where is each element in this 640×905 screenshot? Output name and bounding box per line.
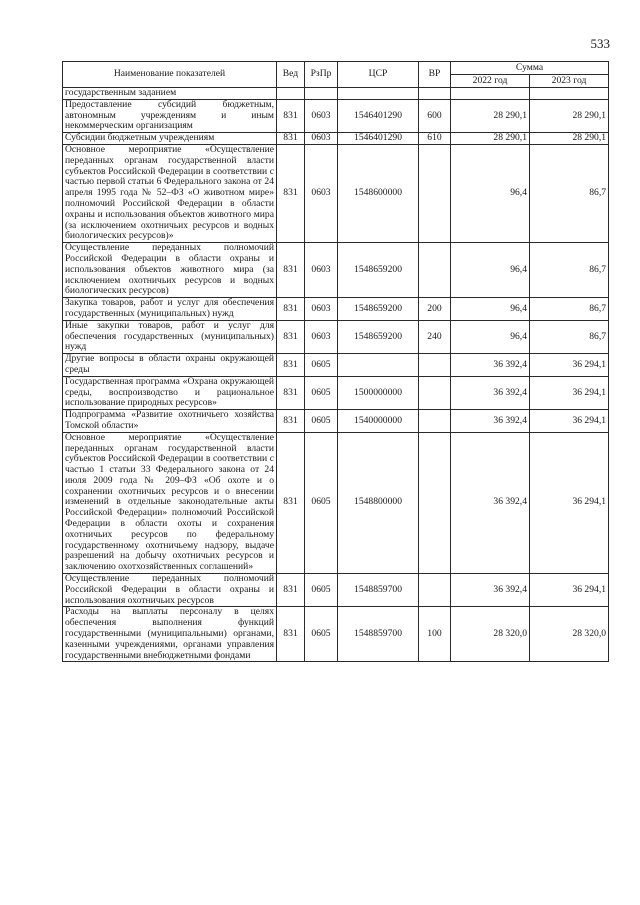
row-csr: 1546401290 — [338, 133, 419, 145]
row-vr — [419, 243, 451, 298]
row-sum-2022: 96,4 — [451, 243, 530, 298]
row-name: Основное мероприятие «Осуществление переданных органам государственной власти субъектов Российской Федерации в соответствии с частью 1 статьи 33 Федерального закона от 24 июля 2009 года № 209–ФЗ «Об охоте и о сохранении охотничьих ресурсов и о внесении изменений в отдельные законодательные акты Российской Федерации» полномочий Российской Федерации в области охоты и сохранения охотничьих ресурсов по федеральному государственному охотничьему надзору, выдаче разрешений на добычу охотничьих ресурсов и заключению охотхозяйственных соглашений» — [63, 432, 277, 573]
table-row — [63, 574, 609, 607]
row-sum-2023: 28 320,0 — [530, 607, 609, 662]
row-sum-2023: 36 294,1 — [530, 574, 609, 607]
row-name: Подпрограмма «Развитие охотничьего хозяйства Томской области» — [63, 410, 277, 433]
row-name: государственным заданием — [63, 88, 277, 100]
row-ved — [277, 88, 305, 100]
row-ved: 831 — [277, 607, 305, 662]
row-name: Основное мероприятие «Осуществление переданных органам государственной власти субъектов Российской Федерации в соответствии с частью первой статьи 6 Федерального закона от 24 апреля 1995 года № 52–ФЗ «О животном мире» полномочий Российской Федерации в области охраны и использования объектов животного мира (за исключением охотничьих ресурсов и водных биологических ресурсов)» — [63, 144, 277, 242]
row-vr — [419, 376, 451, 409]
row-ved: 831 — [277, 99, 305, 132]
row-csr: 1548859700 — [338, 607, 419, 662]
row-vr: 610 — [419, 133, 451, 145]
row-rzpr — [305, 88, 338, 100]
row-rzpr: 0605 — [305, 574, 338, 607]
row-csr: 1548600000 — [338, 144, 419, 242]
row-rzpr: 0605 — [305, 410, 338, 433]
table-row — [63, 99, 609, 132]
row-sum-2022: 96,4 — [451, 298, 530, 321]
table-row — [63, 376, 609, 409]
row-sum-2022: 36 392,4 — [451, 376, 530, 409]
row-sum-2023: 86,7 — [530, 243, 609, 298]
row-vr: 240 — [419, 320, 451, 353]
row-csr: 1548800000 — [338, 432, 419, 573]
row-sum-2022: 96,4 — [451, 144, 530, 242]
row-rzpr: 0605 — [305, 354, 338, 377]
row-sum-2022: 36 392,4 — [451, 432, 530, 573]
table-header-row — [63, 62, 609, 75]
row-rzpr: 0603 — [305, 298, 338, 321]
header-name: Наименование показателей — [63, 62, 277, 88]
row-name: Другие вопросы в области охраны окружающей среды — [63, 354, 277, 377]
header-year-2023: 2023 год — [530, 75, 609, 88]
row-name: Осуществление переданных полномочий Российской Федерации в области охраны и использования охотничьих ресурсов — [63, 574, 277, 607]
row-name: Расходы на выплаты персоналу в целях обеспечения выполнения функций государственными (муниципальными) органами, казенными учреждениями, органами управления государственными внебюджетными фондами — [63, 607, 277, 662]
row-sum-2022: 36 392,4 — [451, 354, 530, 377]
row-ved: 831 — [277, 410, 305, 433]
row-sum-2022: 36 392,4 — [451, 574, 530, 607]
row-vr — [419, 432, 451, 573]
row-ved: 831 — [277, 133, 305, 145]
row-csr: 1540000000 — [338, 410, 419, 433]
table-row — [63, 432, 609, 573]
row-vr: 100 — [419, 607, 451, 662]
row-ved: 831 — [277, 320, 305, 353]
table-row — [63, 410, 609, 433]
row-vr — [419, 144, 451, 242]
header-vr: ВР — [419, 62, 451, 88]
row-ved: 831 — [277, 243, 305, 298]
row-rzpr: 0605 — [305, 432, 338, 573]
row-ved: 831 — [277, 574, 305, 607]
row-name: Государственная программа «Охрана окружающей среды, воспроизводство и рациональное использование природных ресурсов» — [63, 376, 277, 409]
table-row — [63, 607, 609, 662]
row-sum-2023: 36 294,1 — [530, 410, 609, 433]
page-number: 533 — [590, 36, 610, 51]
row-sum-2022: 28 290,1 — [451, 133, 530, 145]
row-csr: 1500000000 — [338, 376, 419, 409]
row-sum-2022 — [451, 88, 530, 100]
row-sum-2023: 36 294,1 — [530, 354, 609, 377]
row-ved: 831 — [277, 298, 305, 321]
header-year-2022: 2022 год — [451, 75, 530, 88]
row-sum-2022: 36 392,4 — [451, 410, 530, 433]
row-name: Предоставление субсидий бюджетным, автономным учреждениям и иным некоммерческим организациям — [63, 99, 277, 132]
row-csr: 1546401290 — [338, 99, 419, 132]
row-name: Субсидии бюджетным учреждениям — [63, 133, 277, 145]
header-csr: ЦСР — [338, 62, 419, 88]
table-row — [63, 243, 609, 298]
row-rzpr: 0603 — [305, 320, 338, 353]
row-vr — [419, 88, 451, 100]
budget-table — [62, 61, 609, 662]
row-sum-2023 — [530, 88, 609, 100]
row-rzpr: 0603 — [305, 133, 338, 145]
row-csr — [338, 88, 419, 100]
row-vr — [419, 410, 451, 433]
row-sum-2022: 96,4 — [451, 320, 530, 353]
row-rzpr: 0603 — [305, 99, 338, 132]
table-row — [63, 133, 609, 145]
header-sum: Сумма — [451, 62, 609, 75]
header-ved: Вед — [277, 62, 305, 88]
table-row — [63, 298, 609, 321]
row-csr: 1548659200 — [338, 243, 419, 298]
row-vr: 200 — [419, 298, 451, 321]
row-sum-2023: 36 294,1 — [530, 432, 609, 573]
table-row — [63, 354, 609, 377]
row-vr — [419, 574, 451, 607]
table-row — [63, 320, 609, 353]
row-name: Иные закупки товаров, работ и услуг для обеспечения государственных (муниципальных) нужд — [63, 320, 277, 353]
row-csr — [338, 354, 419, 377]
row-rzpr: 0603 — [305, 243, 338, 298]
row-name: Закупка товаров, работ и услуг для обеспечения государственных (муниципальных) нужд — [63, 298, 277, 321]
row-rzpr: 0605 — [305, 376, 338, 409]
table-row — [63, 88, 609, 100]
row-name: Осуществление переданных полномочий Российской Федерации в области охраны и использования объектов животного мира (за исключением охотничьих ресурсов и водных биологических ресурсов) — [63, 243, 277, 298]
row-rzpr: 0605 — [305, 607, 338, 662]
header-rzpr: РзПр — [305, 62, 338, 88]
row-sum-2023: 86,7 — [530, 320, 609, 353]
row-sum-2023: 86,7 — [530, 144, 609, 242]
row-vr: 600 — [419, 99, 451, 132]
table-row — [63, 144, 609, 242]
row-csr: 1548659200 — [338, 298, 419, 321]
row-ved: 831 — [277, 354, 305, 377]
row-sum-2022: 28 320,0 — [451, 607, 530, 662]
row-ved: 831 — [277, 376, 305, 409]
row-vr — [419, 354, 451, 377]
row-sum-2022: 28 290,1 — [451, 99, 530, 132]
row-csr: 1548859700 — [338, 574, 419, 607]
row-ved: 831 — [277, 432, 305, 573]
row-ved: 831 — [277, 144, 305, 242]
row-csr: 1548659200 — [338, 320, 419, 353]
row-rzpr: 0603 — [305, 144, 338, 242]
row-sum-2023: 28 290,1 — [530, 133, 609, 145]
row-sum-2023: 28 290,1 — [530, 99, 609, 132]
row-sum-2023: 86,7 — [530, 298, 609, 321]
row-sum-2023: 36 294,1 — [530, 376, 609, 409]
